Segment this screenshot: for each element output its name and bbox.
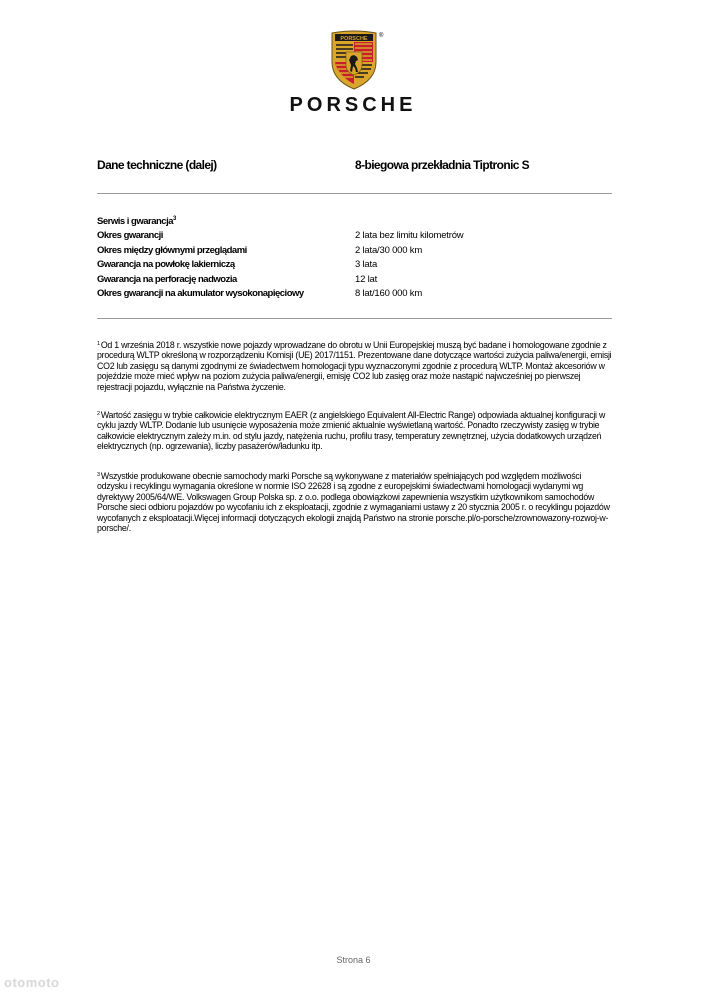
spec-label: Okres gwarancji: [97, 230, 163, 241]
header-transmission: 8-biegowa przekładnia Tiptronic S: [355, 158, 530, 172]
page-number: Strona 6: [336, 955, 371, 965]
porsche-logo: [0, 0, 707, 120]
svg-text:PORSCHE: PORSCHE: [340, 35, 368, 42]
spec-value: 2 lata/30 000 km: [355, 244, 423, 256]
registered-trademark: ®: [379, 33, 384, 39]
footnote-1: $^1$Od 1 września 2018 r. wszystkie nowe pojazdy wprowadzane do obrotu w Unii Europejskiej muszą być badane i homologowane zgodnie z procedurą WLTP określoną w rozporządzeniu Komisji (UE) 2017/1151. Prezentowane dane dotyczące wartości zużycia paliwa/energii, emisji CO2 lub zasięgu są danymi zgodnymi ze świadectwem homologacji typu wyznaczonymi zgodnie z procedurą WLTP. Montaż akcesoriów w pojeździe może mieć wpływ na poziom zużycia paliwa/energii, emisję CO2 lub zasięg oraz może nastąpić najwcześniej po pierwszej rejestracji pojazdu, wyłącznie na Państwa życzenie.: [97, 340, 612, 392]
spec-label: Okres gwarancji na akumulator wysokonapięciowy: [97, 288, 304, 299]
footnote-2: $^2$Wartość zasięgu w trybie całkowicie elektrycznym EAER (z angielskiego Equivalent All-Electric Range) odpowiada aktualnej konfiguracji w cyklu jazdy WLTP. Dodanie lub usunięcie wyposażenia może zmienić aktualnie wyświetlaną wartość. Ponadto rzeczywisty zasięg w trybie całkowicie elektrycznym zależy m.in. od stylu jazdy, natężenia ruchu, profilu trasy, temperatury zewnętrznej, użycia dodatkowych urządzeń elektrycznych (np. ogrzewania), liczby pasażerów/ładunku itp.: [97, 410, 606, 452]
spec-value: 8 lat/160 000 km: [355, 288, 423, 299]
porsche-crest-icon: [330, 30, 378, 90]
section-title: Serwis i gwarancja$^3$: [97, 216, 176, 228]
porsche-wordmark: [268, 93, 438, 115]
spec-label: Gwarancja na powłokę lakierniczą: [97, 259, 235, 270]
footnote-3: $^3$Wszystkie produkowane obecnie samochody marki Porsche są wykonywane z materiałów spełniających pod względem możliwości odzysku i recyklingu wymagania określone w normie ISO 22628 i są zgodne z europejskimi świadectwami homologacji wydanymi wg dyrektywy 2005/64/WE. Volkswagen Group Polska sp. z o.o. podlega obowiązkowi zapewnienia wszystkim użytkownikom samochodów Porsche sieci odbioru pojazdów po wycofaniu ich z eksploatacji, zgodnie z wymaganiami ustawy z 20 stycznia 2005 r. o recyklingu pojazdów wycofanych z eksploatacji.Więcej informacji dotyczących ekologii znajdą Państwo na stronie porsche.pl/o-porsche/zrownowazony-rozwoj-w-porsche/.: [97, 471, 610, 534]
divider-top: [97, 193, 612, 194]
spec-value: 2 lata bez limitu kilometrów: [355, 230, 464, 241]
divider-bottom: [97, 318, 612, 319]
spec-label: Gwarancja na perforację nadwozia: [97, 273, 237, 285]
spec-row: [97, 230, 612, 245]
spec-value: 3 lata: [355, 259, 378, 270]
spec-row: [97, 288, 612, 303]
spec-row: [97, 274, 612, 289]
spec-value: 12 lat: [355, 273, 378, 285]
spec-label: Okres między głównymi przeglądami: [97, 244, 247, 256]
spec-row: [97, 245, 612, 260]
spec-row: [97, 259, 612, 274]
svg-text:PORSCHE: PORSCHE: [289, 94, 417, 115]
header-title: Dane techniczne (dalej): [97, 158, 217, 172]
watermark: otomoto: [4, 975, 60, 990]
